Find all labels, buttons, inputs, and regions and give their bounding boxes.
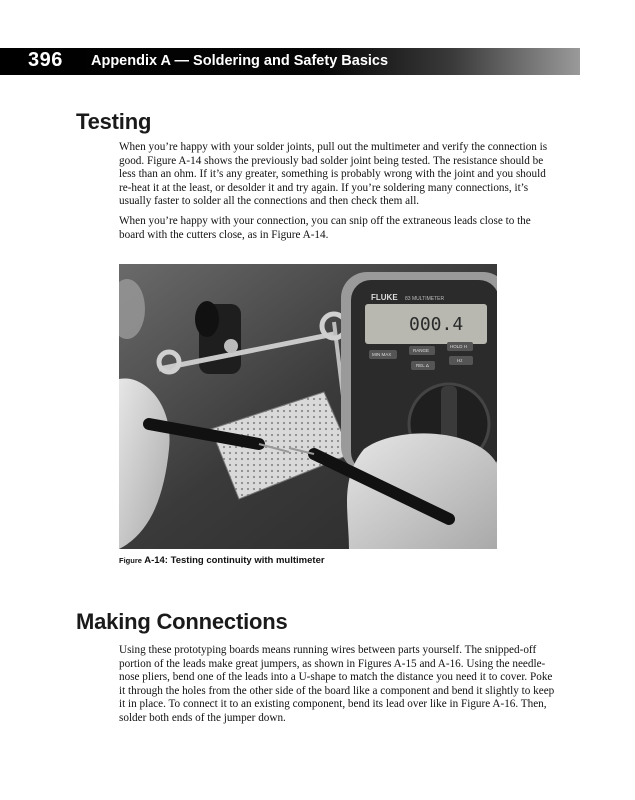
section-title-testing: Testing: [76, 109, 152, 134]
section-title-making-connections: Making Connections: [76, 609, 288, 634]
figure-multimeter-photo: [119, 264, 497, 549]
meter-button-hold: HOLD H: [450, 344, 468, 349]
running-header-title: Appendix A — Soldering and Safety Basics: [91, 53, 389, 69]
caption-label: Figure: [119, 556, 142, 565]
meter-button-hz: Hz: [457, 358, 463, 363]
meter-button-range: RANGE: [413, 348, 430, 353]
meter-model: 83 MULTIMETER: [405, 296, 445, 302]
multimeter-photo-illustration: [119, 264, 497, 549]
meter-brand: FLUKE: [371, 293, 398, 302]
meter-reading: 000.4: [409, 314, 464, 335]
figure-caption: [119, 555, 325, 566]
meter-button-minmax: MIN MAX: [372, 352, 392, 357]
testing-paragraph-1: When you’re happy with your solder joints, pull out the multimeter and verify the connection is good. Figure A-14 shows the previously bad solder joint being tested. The resistance should be less than an ohm. If it’s any greater, something is probably wrong with the joint and you should re-heat it at the least, or desolder it and try again. If you’re soldering many connections, it’s usually faster to solder all the connections and then check them all.: [119, 141, 548, 207]
page-number: 396: [28, 49, 63, 71]
making-connections-paragraph: Using these prototyping boards means running wires between parts yourself. The snipped-off portion of the leads make great jumpers, as shown in Figures A-15 and A-16. Using the needle-nose pliers, bend one of the leads into a U-shape to match the distance you need it to cover. Poke it through the holes from the other side of the board like a component and bend it slightly to keep it in place. To connect it to an existing component, bend its lead over like in Figure A-16. Then, solder both ends of the jumper down.: [119, 644, 555, 724]
testing-paragraph-2: When you’re happy with your connection, you can snip off the extraneous leads close to the board with the cutters close, as in Figure A-14.: [119, 215, 531, 241]
meter-button-rel: REL Δ: [416, 363, 429, 368]
caption-text: A-14: Testing continuity with multimeter: [144, 555, 325, 566]
